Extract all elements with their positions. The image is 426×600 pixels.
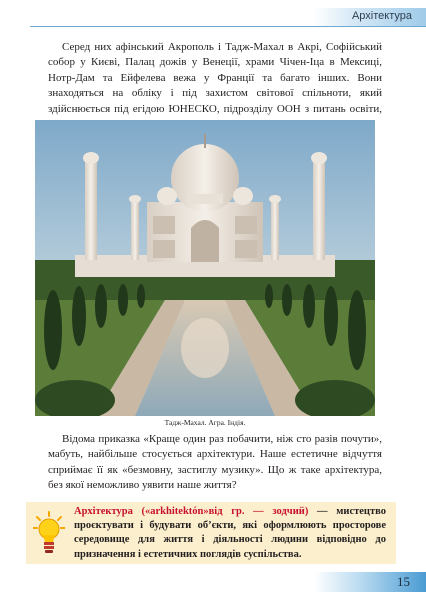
intro-paragraph: Серед них афінський Акрополь і Тадж-Махал в Акрі, Софійський собор у Києві, Палац дожів у Венеції, храми Чічен-Іца в Мексиці, Нотр-Дам та Ейфелева вежа у Франції та багато інших. Вони знаходяться на обліку і під захистом світової спільноти, який здійснюється під егідою ЮНЕСКО, підрозділу ООН з питань освіти, [48,41,382,115]
definition-text [74,505,386,562]
lightbulb-icon [33,511,65,555]
page-header [0,0,426,30]
definition-body: — мистецтво проєктувати і будувати об’єкти, які оформлюють просторове середовище для життя і діяльності людини відповідно до призначення і естетичних поглядів суспільства. [74,506,386,560]
header-rule [30,26,426,27]
page-number: 15 [397,574,410,589]
photo-caption: Тадж-Махал. Агра. Індія. [164,418,246,427]
taj-mahal-photo [35,120,375,416]
definition-term: Архітектура («arkhitektón»від гр. — зодчий) [74,506,309,517]
proverb-paragraph: Відома приказка «Краще один раз побачити, ніж сто разів почути», мабуть, найбільше стосується архітектури. Наше естетичне відчуття сприймає її як «безмовну, застиглу музику». Що ж таке архітектура, без якої неможливо уявити наше життя? [48,433,382,492]
section-title: Архітектура [351,10,412,22]
